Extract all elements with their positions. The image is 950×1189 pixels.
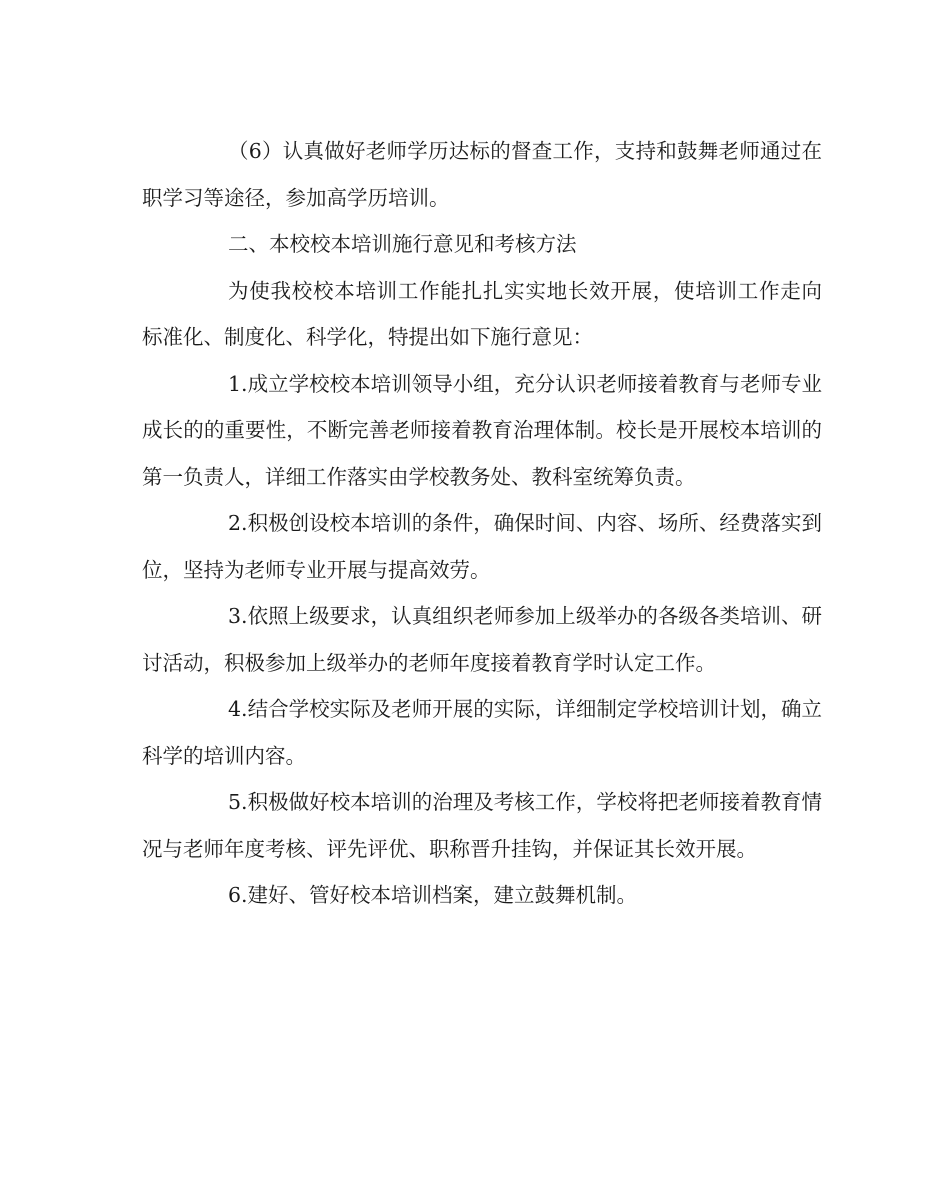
document-page — [142, 128, 822, 919]
paragraph-item-6: 6.建好、管好校本培训档案，建立鼓舞机制。 — [228, 883, 638, 907]
paragraph-item-5: 5.积极做好校本培训的治理及考核工作，学校将把老师接着教育情况与老师年度考核、评先评优、职称晋升挂钩，并保证其长效开展。 — [142, 790, 822, 861]
paragraph-teacher-education-supervision: （6）认真做好老师学历达标的督查工作，支持和鼓舞老师通过在职学习等途径，参加高学历培训。 — [142, 139, 822, 210]
paragraph-item-4: 4.结合学校实际及老师开展的实际，详细制定学校培训计划，确立科学的培训内容。 — [142, 697, 822, 768]
paragraph-item-3: 3.依照上级要求，认真组织老师参加上级举办的各级各类培训、研讨活动，积极参加上级举办的老师年度接着教育学时认定工作。 — [142, 604, 822, 675]
paragraph-item-1: 1.成立学校校本培训领导小组，充分认识老师接着教育与老师专业成长的的重要性，不断完善老师接着教育治理体制。校长是开展校本培训的第一负责人，详细工作落实由学校教务处、教科室统筹负责。 — [142, 371, 822, 489]
section-heading-implementation: 二、本校校本培训施行意见和考核方法 — [228, 232, 577, 256]
paragraph-item-2: 2.积极创设校本培训的条件，确保时间、内容、场所、经费落实到位，坚持为老师专业开展与提高效劳。 — [142, 511, 822, 582]
paragraph-intro: 为使我校校本培训工作能扎扎实实地长效开展，使培训工作走向标准化、制度化、科学化，特提出如下施行意见： — [142, 278, 822, 349]
